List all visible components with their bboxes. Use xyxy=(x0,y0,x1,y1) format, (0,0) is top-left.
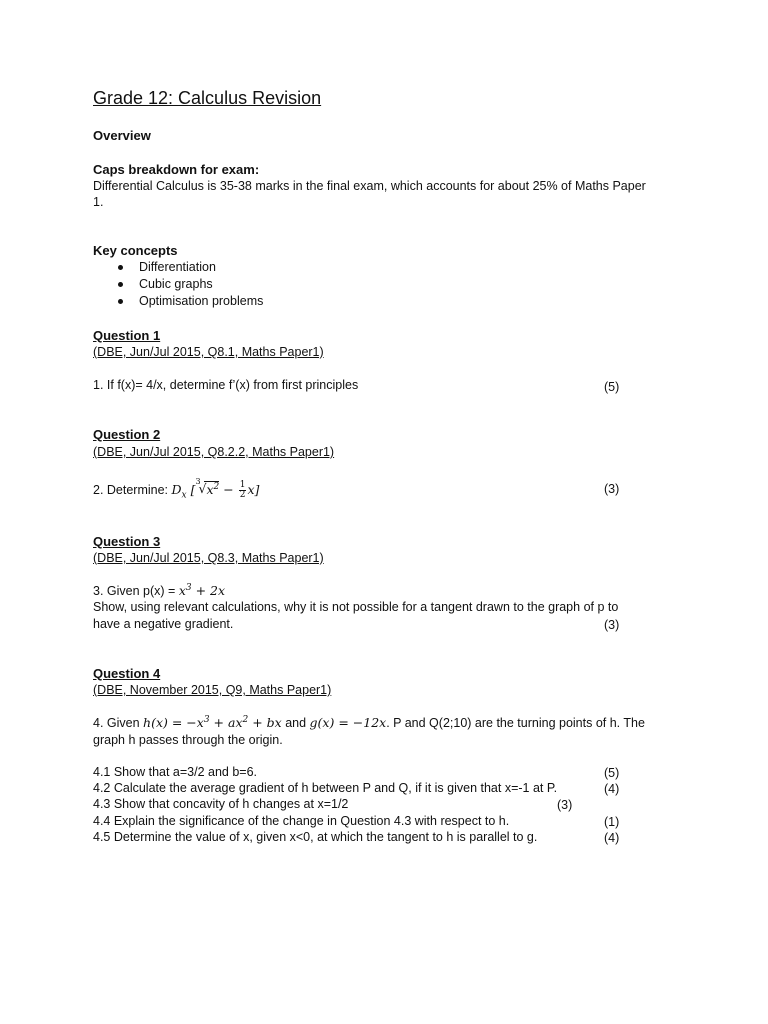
question-4-4-marks: (1) xyxy=(604,815,620,829)
list-item: Differentiation xyxy=(93,259,263,276)
question-4-3-marks: (3) xyxy=(557,798,573,812)
list-item: Optimisation problems xyxy=(93,293,263,310)
overview-heading: Overview xyxy=(93,128,151,143)
question-4-1-text: 4.1 Show that a=3/2 and b=6. xyxy=(93,765,258,779)
question-3-line1: 3. Given $p(x) = x^3 + 2x$ xyxy=(93,583,226,599)
question-4-intro-line1: 4. Given $h(x) = -x^3 + ax^2$ + bx and g(x) = −12x. P and Q(2;10) are the turning points of h. The xyxy=(93,715,645,731)
question-3-heading: Question 3 xyxy=(93,534,161,549)
question-4-3-text: 4.3 Show that concavity of h changes at x=1/2 xyxy=(93,797,349,811)
question-4-g-expression: g(x) = −12x xyxy=(309,715,387,731)
question-4-5-text: 4.5 Determine the value of x, given x<0, at which the tangent to h is parallel to g. xyxy=(93,830,538,844)
question-4-heading: Question 4 xyxy=(93,666,161,681)
question-2-source: (DBE, Jun/Jul 2015, Q8.2.2, Maths Paper1) xyxy=(93,445,335,459)
question-3-expression: $x^3 + 2x$ xyxy=(178,583,226,599)
question-2-expression: $D_x$ [ 3 √ $x^2$ − $\frac{1}{2}$ x] xyxy=(171,476,260,501)
question-2-heading: Question 2 xyxy=(93,427,161,442)
question-1-heading: Question 1 xyxy=(93,328,161,343)
question-1-source: (DBE, Jun/Jul 2015, Q8.1, Maths Paper1) xyxy=(93,345,324,359)
question-3-line3: have a negative gradient. xyxy=(93,617,234,631)
question-4-1-marks: (5) xyxy=(604,766,620,780)
question-3-source: (DBE, Jun/Jul 2015, Q8.3, Maths Paper1) xyxy=(93,551,324,565)
bullet-icon xyxy=(118,282,123,287)
key-concepts-heading: Key concepts xyxy=(93,243,178,258)
question-4-2-text: 4.2 Calculate the average gradient of h between P and Q, if it is given that x=-1 at P. xyxy=(93,781,558,795)
question-1-text: 1. If f(x)= 4/x, determine f’(x) from first principles xyxy=(93,378,359,392)
caps-text-line2: 1. xyxy=(93,195,104,209)
key-concepts-list xyxy=(93,259,263,310)
question-3-marks: (3) xyxy=(604,618,620,632)
bullet-icon xyxy=(118,265,123,270)
question-4-source: (DBE, November 2015, Q9, Maths Paper1) xyxy=(93,683,332,697)
bullet-icon xyxy=(118,299,123,304)
question-3-line2: Show, using relevant calculations, why it is not possible for a tangent drawn to the graph of p to xyxy=(93,600,619,614)
document-title: Grade 12: Calculus Revision xyxy=(93,88,322,108)
caps-heading: Caps breakdown for exam: xyxy=(93,162,260,177)
question-4-h-expression: $h(x) = -x^3 + ax^2$ + bx xyxy=(143,715,282,731)
question-4-intro-line2: graph h passes through the origin. xyxy=(93,733,283,747)
question-2-text: 2. Determine: $D_x$ [ 3 √ $x^2$ − $\frac{1}{2}$ x] xyxy=(93,476,260,501)
caps-text-line1: Differential Calculus is 35-38 marks in the final exam, which accounts for about 25% of Maths Paper xyxy=(93,179,646,193)
question-4-2-marks: (4) xyxy=(604,782,620,796)
list-item: Cubic graphs xyxy=(93,276,263,293)
question-4-5-marks: (4) xyxy=(604,831,620,845)
question-1-marks: (5) xyxy=(604,380,620,394)
question-2-marks: (3) xyxy=(604,482,620,496)
question-4-4-text: 4.4 Explain the significance of the change in Question 4.3 with respect to h. xyxy=(93,814,510,828)
